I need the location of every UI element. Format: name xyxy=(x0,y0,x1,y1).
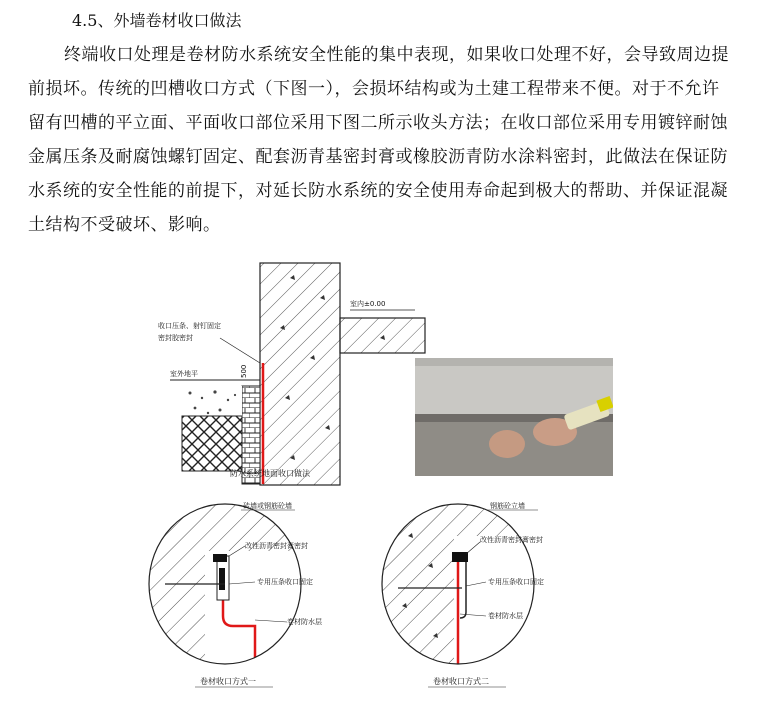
strip-label: 专用压条收口固定 xyxy=(257,578,313,586)
membrane-label: 卷材防水层 xyxy=(488,612,523,620)
strip-label: 专用压条收口固定 xyxy=(488,578,544,586)
termination-method-2-figure xyxy=(378,496,608,696)
concrete-wall xyxy=(260,263,340,485)
ground-termination-figure xyxy=(150,258,430,488)
dimension-label: 500 xyxy=(240,364,248,378)
figure2-caption: 卷材收口方式一 xyxy=(200,677,256,686)
outdoor-level-label: 室外地平 xyxy=(170,370,198,378)
figure1-caption: 防水系统地面收口做法 xyxy=(230,469,310,478)
sealant-photo xyxy=(415,358,613,476)
sealant-label: 密封胶密封 xyxy=(158,334,193,342)
body-paragraph xyxy=(28,38,732,242)
wall-label: 钢筋砼立墙 xyxy=(490,502,525,510)
floor-slab xyxy=(340,318,425,353)
termination-method-1-figure xyxy=(145,496,375,696)
section-heading: 4.5、外墙卷材收口做法 xyxy=(72,11,242,30)
seal-label: 收口压条、射钉固定 xyxy=(158,322,221,330)
ground-fill xyxy=(182,416,242,471)
sealant-label: 改性沥青密封膏密封 xyxy=(245,542,308,550)
figure3-caption: 卷材收口方式二 xyxy=(433,677,489,686)
indoor-level-label: 室内±0.00 xyxy=(350,300,386,308)
wall-label: 砖墙或钢筋砼墙 xyxy=(243,502,292,510)
membrane-label: 卷材防水层 xyxy=(287,618,322,626)
paragraph-text: 终端收口处理是卷材防水系统安全性能的集中表现，如果收口处理不好，会导致周边提前损坏。传统的凹槽收口方式（下图一），会损坏结构或为土建工程带来不便。对于不允许留有凹槽的平立面、平面收口部位采用下图二所示收头方法；在收口部位采用专用镀锌耐蚀金属压条及耐腐蚀螺钉固定、配套沥青基密封膏或橡胶沥青防水涂料密封，此做法在保证防水系统的安全性能的前提下，对延长防水系统的安全使用寿命起到极大的帮助、并保证混凝土结构不受破坏、影响。 xyxy=(28,45,729,235)
hand-left xyxy=(489,430,525,458)
sealant-label: 改性沥青密封膏密封 xyxy=(480,536,543,544)
